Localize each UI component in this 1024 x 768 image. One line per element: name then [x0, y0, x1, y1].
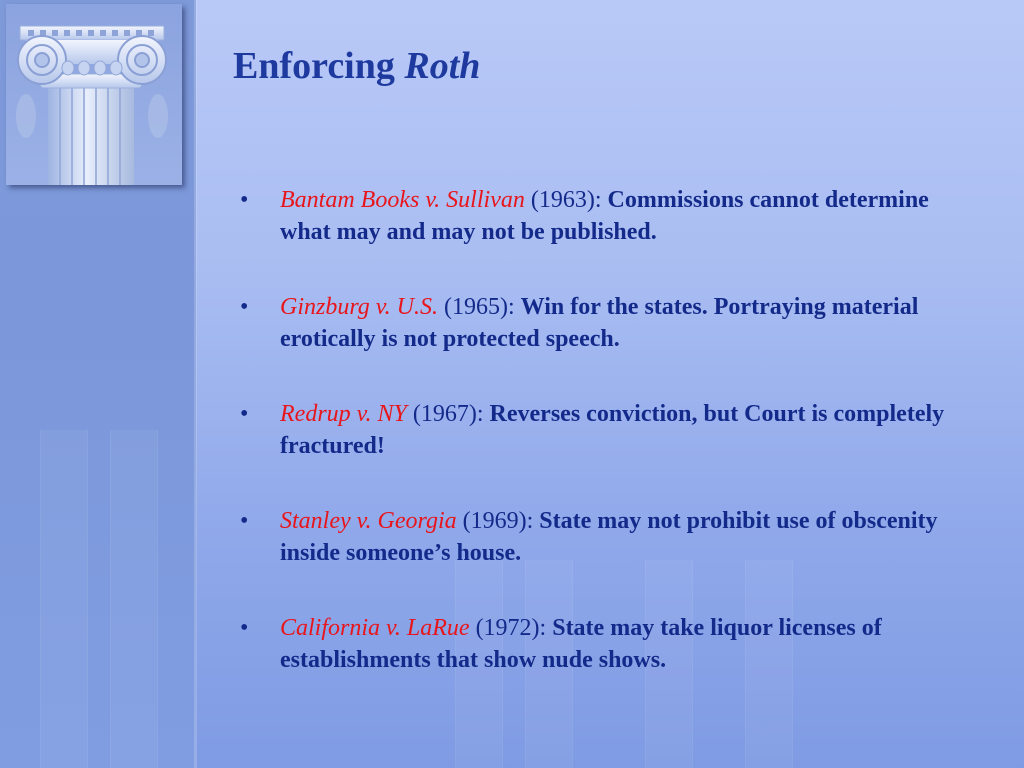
list-item	[240, 291, 985, 355]
case-holding: Reverses conviction, but Court is completely fractured!	[280, 401, 945, 459]
case-holding: State may not prohibit use of obscenity inside someone’s house.	[280, 508, 938, 566]
case-name: Ginzburg v. U.S.	[280, 294, 438, 320]
ionic-column-capital-icon	[6, 4, 182, 185]
case-holding: Win for the states. Portraying material erotically is not protected speech.	[280, 294, 919, 352]
slide-title	[233, 44, 480, 88]
case-year: (1969):	[456, 508, 540, 534]
title-italic-text: Roth	[404, 45, 481, 87]
bullet-marker: •	[240, 615, 249, 641]
list-item	[240, 505, 985, 569]
bullet-marker: •	[240, 401, 249, 427]
background-column	[40, 430, 88, 768]
background-column	[110, 430, 158, 768]
list-item	[240, 184, 985, 248]
case-year: (1972):	[469, 615, 553, 641]
case-name: California v. LaRue	[280, 615, 470, 641]
case-year: (1963):	[524, 187, 608, 213]
bullet-list	[240, 184, 985, 719]
band-divider	[194, 0, 197, 768]
bullet-marker: •	[240, 508, 249, 534]
case-name: Bantam Books v. Sullivan	[280, 187, 525, 213]
case-year: (1967):	[406, 401, 490, 427]
case-holding: State may take liquor licenses of establishments that show nude shows.	[280, 615, 882, 673]
bullet-marker: •	[240, 294, 249, 320]
list-item	[240, 612, 985, 676]
case-holding: Commissions cannot determine what may and may not be published.	[280, 187, 929, 245]
case-name: Redrup v. NY	[280, 401, 407, 427]
case-name: Stanley v. Georgia	[280, 508, 457, 534]
title-main-text: Enforcing	[233, 45, 395, 87]
list-item	[240, 398, 985, 462]
bullet-marker: •	[240, 187, 249, 213]
case-year: (1965):	[438, 294, 521, 320]
